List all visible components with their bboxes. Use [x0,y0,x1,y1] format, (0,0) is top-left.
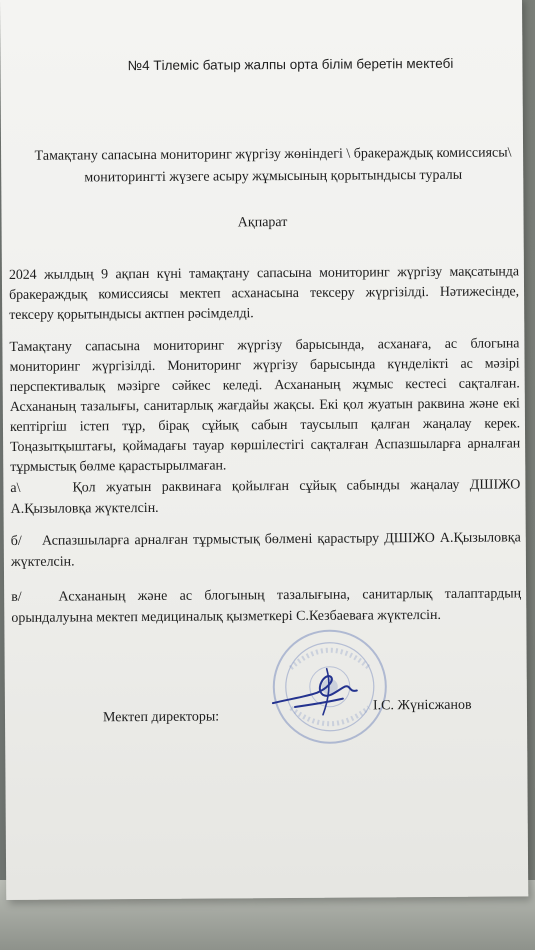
handwritten-signature-icon [265,662,375,723]
list-item [10,474,520,520]
signer-name: І.С. Жүнісжанов [372,697,472,714]
list-item [11,583,521,629]
document-title: Тамақтану сапасына мониторинг жүргізу жөніндегі \ бракераждық комиссиясы\ мониторингті жүзеге асыру жұмысының қорытындысы туралы [34,145,512,186]
list-item [11,527,521,573]
school-name: №4 Тілеміс батыр жалпы орта білім беретін мектебі [127,55,454,74]
paragraph-intro: 2024 жылдың 9 ақпан күні тамақтану сапасына мониторинг жүргізу мақсатында бракераждық комиссиясы мектеп асханасына тексеру жүргізілді. Нәтижесінде, тексеру қорытындысы актпен рәсімделді. [8,264,520,323]
list-item-text: Аспазшыларға арналған тұрмыстық бөлмені қарастыру ДШІЖО А.Қызыловқа жүктелсін. [10,530,521,570]
list-marker: б/ [10,533,22,549]
list-item-text: Асхананың және ас блогының тазалығына, санитарлық талаптардың орындалуына мектеп медициналық қызметкері С.Кезбаеваға жүктелсін. [11,586,522,626]
list-item-text: Қол жуатын раквинаға қойылған сұйық сабынды жаңалау ДШІЖО А.Қызыловқа жүктелсін. [10,477,521,517]
paragraph-findings: Тамақтану сапасына мониторинг жүргізу барысында, асханаға, ас блогына мониторинг жүргізілді. Мониторинг жүргізу барысында күнделікті ас мәзірі перспективалық мәзірге сәйкес келеді. Асхананың жұмыс кестесі сақталған. Асхананың тазалығы, санитарлық жағдайы жақсы. Екі қол жуатын раквина және екі кептіргіш істеп тұр, бірақ сұйық сабын таусылып қалған жаңалау керек. Тоңазытқыштағы, қоймадағы тауар көршілестігі сақталған Аспазшыларға арналған тұрмыстық бөлме қарастырылмаған. [9,336,521,475]
document-heading: Ақпарат [237,214,288,231]
list-marker: а\ [10,480,21,496]
signature-label: Мектеп директоры: [102,709,220,726]
list-marker: в/ [11,589,22,605]
